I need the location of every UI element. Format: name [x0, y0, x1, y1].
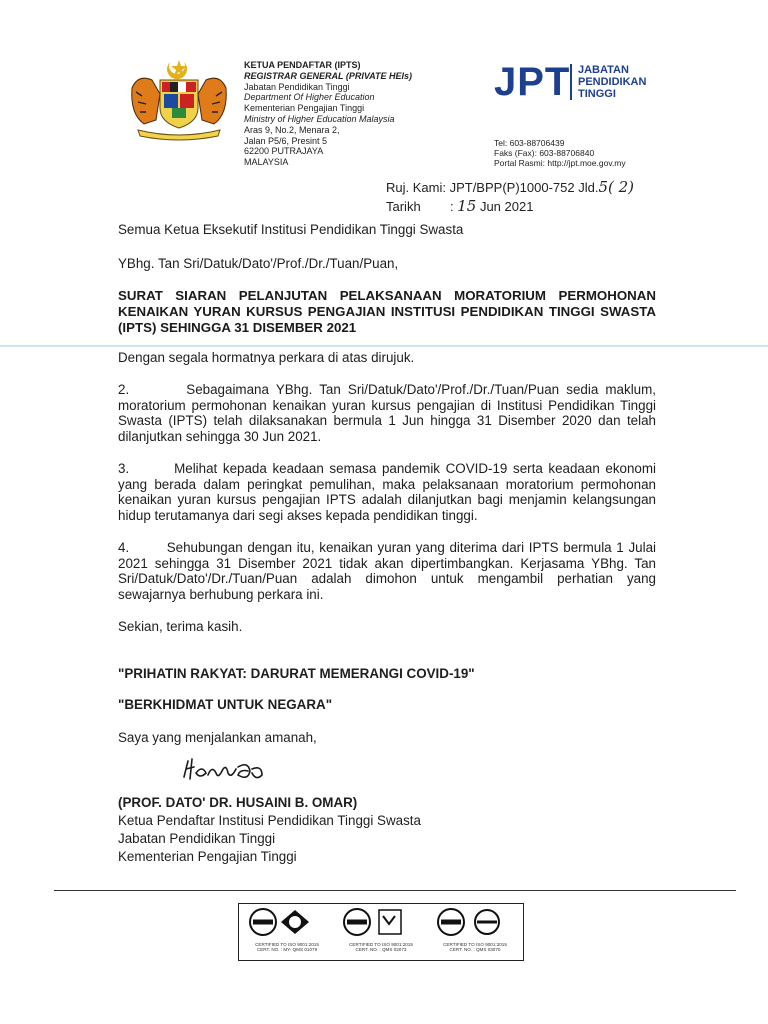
cert-caption: [337, 942, 425, 953]
contact-phone: Tel: 603-88706439: [494, 138, 565, 148]
recipient-line: Semua Ketua Eksekutif Institusi Pendidikan Tinggi Swasta: [118, 222, 464, 237]
cert-caption: [243, 942, 331, 953]
reference-handwritten: 5( 2): [598, 178, 634, 196]
address-line: Jalan P5/6, Presint 5: [244, 135, 328, 146]
paragraph-2: [118, 382, 656, 444]
address-line: Kementerian Pengajian Tinggi: [244, 103, 365, 114]
reference-row: [386, 178, 634, 197]
handwritten-signature: [180, 753, 270, 787]
iso-cert-2: [337, 906, 425, 958]
quality-system-badge-icon: [337, 906, 425, 940]
jpt-sub-line: PENDIDIKAN: [578, 76, 647, 88]
cert-standard: CERTIFIED TO ISO 9001:2015: [349, 942, 413, 947]
address-line: Aras 9, No.2, Menara 2,: [244, 124, 340, 135]
coat-of-arms-icon: [124, 58, 234, 142]
cert-number: CERT. NO. : QMS 02073: [355, 947, 407, 953]
slogan-berkhidmat: "BERKHIDMAT UNTUK NEGARA": [118, 697, 333, 712]
cert-number: CERT. NO. : MY- QMS 01079: [256, 947, 318, 953]
paragraph-3: [118, 461, 656, 523]
reference-block: [386, 178, 634, 216]
signatory-name: (PROF. DATO' DR. HUSAINI B. OMAR): [118, 795, 358, 810]
contact-fax: Faks (Fax): 603-88706840: [494, 148, 595, 158]
address-line: REGISTRAR GENERAL (PRIVATE HEIs): [244, 70, 413, 81]
address-line: Jabatan Pendidikan Tinggi: [244, 81, 350, 92]
jpt-sub-line: JABATAN: [578, 64, 629, 76]
date-label: Tarikh: [386, 199, 421, 214]
signatory-ministry: Kementerian Pengajian Tinggi: [118, 849, 297, 864]
address-line: 62200 PUTRAJAYA: [244, 146, 324, 157]
address-line: Ministry of Higher Education Malaysia: [244, 113, 395, 124]
letter-subject-title: SURAT SIARAN PELANJUTAN PELAKSANAAN MORATORIUM PERMOHONAN KENAIKAN YURAN KURSUS PENGAJIAN INSTITUSI PENDIDIKAN TINGGI SWASTA (IPTS) SEHINGGA 31 DISEMBER 2021: [118, 288, 656, 335]
jpt-sub-line: TINGGI: [578, 88, 616, 100]
footer-divider: [54, 890, 736, 891]
paragraph-number: 4.: [118, 540, 130, 555]
trust-line: Saya yang menjalankan amanah,: [118, 730, 317, 745]
closing-line: Sekian, terima kasih.: [118, 619, 243, 634]
paragraph-text: Melihat kepada keadaan semasa pandemik COVID-19 serta keadaan ekonomi yang berada dalam peringkat pemulihan, maka pelaksanaan moratorium permohonan kenaikan yuran kursus pengajian IPTS adalah dilanjutkan bagi menjamin kelangsungan hidup terutamanya dari segi akses kepada pendidikan tinggi.: [118, 461, 656, 523]
cert-standard: CERTIFIED TO ISO 9001:2015: [255, 942, 319, 947]
scan-artifact-line: [0, 345, 768, 347]
contact-portal: Portal Rasmi: http://jpt.moe.gov.my: [494, 158, 626, 168]
jpt-logo-text: JPT: [494, 60, 571, 104]
cert-standard: CERTIFIED TO ISO 9001:2015: [443, 942, 507, 947]
address-line: KETUA PENDAFTAR (IPTS): [244, 60, 361, 70]
paragraph-1: Dengan segala hormatnya perkara di atas dirujuk.: [118, 350, 415, 365]
jpt-logo-subtitle: [570, 64, 678, 100]
reference-label: Ruj. Kami: [386, 180, 443, 195]
sender-address-block: [244, 60, 412, 168]
address-line: Department Of Higher Education: [244, 92, 375, 103]
contact-info: [494, 138, 626, 168]
iso-cert-1: [243, 906, 331, 958]
paragraph-4: [118, 540, 656, 602]
salutation: YBhg. Tan Sri/Datuk/Dato'/Prof./Dr./Tuan/Puan,: [118, 256, 399, 271]
reference-number: : JPT/BPP(P)1000-752 Jld.: [442, 180, 599, 195]
iso-cert-3: [431, 906, 519, 958]
paragraph-text: Sebagaimana YBhg. Tan Sri/Datuk/Dato'/Prof./Dr./Tuan/Puan sedia maklum, moratorium permohonan kenaikan yuran kursus pengajian di Institusi Pendidikan Tinggi Swasta (IPTS) telah dilaksanakan bermula 1 Jun hingga 31 Disember 2020 dan telah dilanjutkan sehingga 30 Jun 2021.: [118, 382, 656, 444]
paragraph-text: Sehubungan dengan itu, kenaikan yuran yang diterima dari IPTS bermula 1 Julai 2021 sehingga 31 Disember 2021 tidak akan dipertimbangkan. Kerjasama YBhg. Tan Sri/Datuk/Dato'/Dr./Tuan/Puan adalah dimohon untuk mengambil perhatian yang sewajarnya berhubung perkara ini.: [118, 540, 656, 602]
certification-logos: [238, 903, 524, 961]
quality-system-badge-icon: [431, 906, 519, 940]
address-line: MALAYSIA: [244, 157, 289, 168]
quality-system-badge-icon: [243, 906, 331, 940]
date-row: [386, 197, 634, 216]
signatory-title: Ketua Pendaftar Institusi Pendidikan Tinggi Swasta: [118, 813, 421, 828]
signatory-department: Jabatan Pendidikan Tinggi: [118, 831, 276, 846]
cert-caption: [431, 942, 519, 953]
date-colon: :: [450, 199, 454, 214]
date-day-handwritten: 15: [457, 197, 477, 215]
slogan-prihatin: "PRIHATIN RAKYAT: DARURAT MEMERANGI COVID-19": [118, 666, 475, 681]
paragraph-number: 3.: [118, 461, 130, 476]
paragraph-number: 2.: [118, 382, 130, 397]
cert-number: CERT. NO. : QMS 03070: [449, 947, 501, 953]
date-month-year: Jun 2021: [476, 199, 534, 214]
